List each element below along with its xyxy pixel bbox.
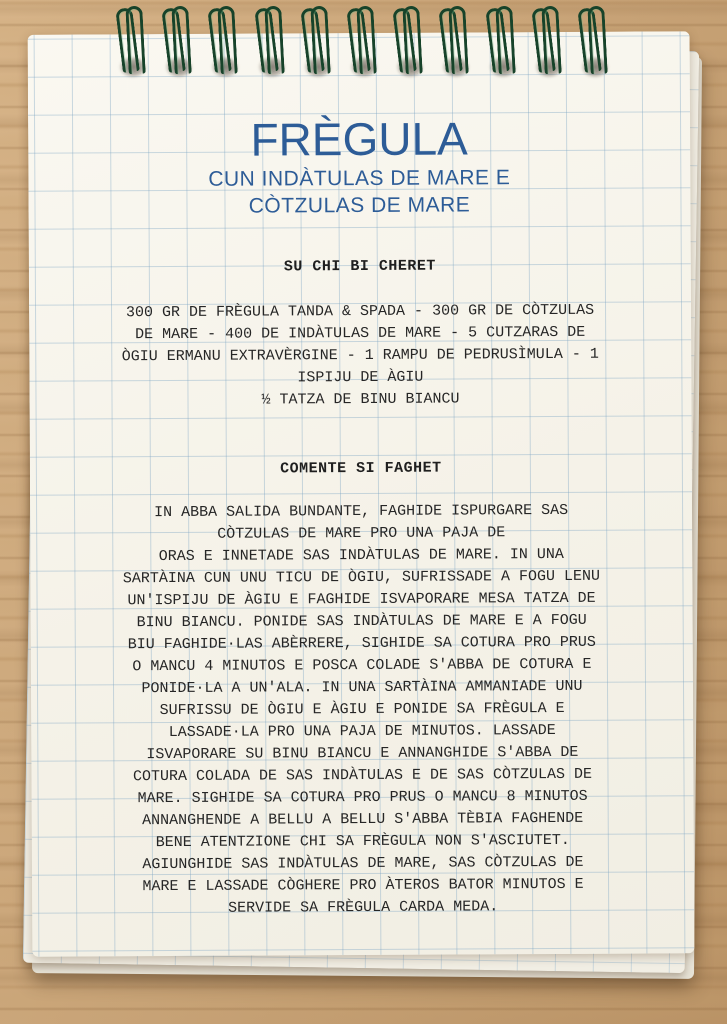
- wire-loop: [449, 6, 470, 75]
- spiral-binding: [118, 0, 610, 86]
- wire-loop: [541, 6, 562, 75]
- spiral-coil: [441, 0, 471, 86]
- wire-loop: [218, 6, 239, 75]
- wire-loop: [495, 6, 516, 75]
- wire-loop: [402, 6, 423, 75]
- spiral-coil: [349, 0, 379, 86]
- recipe-subtitle: CUN INDÀTULAS DE MARE E CÒTZULAS DE MARE: [208, 166, 511, 218]
- spiral-coil: [534, 0, 564, 86]
- wire-loop: [125, 6, 146, 75]
- spiral-coil: [210, 0, 240, 86]
- wire-loop: [310, 6, 331, 75]
- spiral-coil: [580, 0, 610, 86]
- spiral-coil: [118, 0, 148, 86]
- recipe-card: [28, 31, 695, 956]
- wire-loop: [264, 6, 285, 75]
- spiral-coil: [488, 0, 518, 86]
- method-instructions: IN ABBA SALIDA BUNDANTE, FAGHIDE ISPURGARE SAS CÒTZULAS DE MARE PRO UNA PAJA DE ORAS E INNETADE SAS INDÀTULAS DE MARE. IN UNA SARTÀINA CUN UNU TICU DE ÒGIU, SUFRISSADE A FOGU LENU UN'ISPIJU DE ÀGIU E FAGHIDE ISVAPORARE MESA TATZA DE BINU BIANCU. PONIDE SAS INDÀTULAS DE MARE E A FOGU BIU FAGHIDE·LAS ABÈRRERE, SIGHIDE SA COTURA PRO PRUS O MANCU 4 MINUTOS E POSCA COLADE S'ABBA DE COTURA E PONIDE·LA A UN'ALA. IN UNA SARTÀINA AMMANIADE UNU SUFRISSU DE ÒGIU E ÀGIU E PONIDE SA FRÈGULA E LASSADE·LA PRO UNA PAJA DE MINUTOS. LASSADE ISVAPORARE SU BINU BIANCU E ANNANGHIDE S'ABBA DE COTURA COLADA DE SAS INDÀTULAS E DE SAS CÒTZULAS DE MARE. SIGHIDE SA COTURA PRO PRUS O MANCU 8 MINUTOS ANNANGHENDE A BELLU A BELLU S'ABBA TÈBIA FAGHENDE BENE ATENTZIONE CHI SA FRÈGULA NON S'ASCIUTET. AGIUNGHIDE SAS INDÀTULAS DE MARE, SAS CÒTZULAS DE MARE E LASSADE CÒGHERE PRO ÀTEROS BATOR MINUTOS E SERVIDE SA FRÈGULA CARDA MEDA.: [122, 501, 601, 917]
- ingredients-list: 300 GR DE FRÈGULA TANDA & SPADA - 300 GR DE CÒTZULAS DE MARE - 400 DE INDÀTULAS DE MARE - 5 CUTZARAS DE ÒGIU ERMANU EXTRAVÈRGINE - 1 RAMPU DE PEDRUSÌMULA - 1 ISPIJU DE ÀGIU ½ TATZA DE BINU BIANCU: [121, 301, 599, 409]
- notepad-page: [28, 31, 695, 956]
- spiral-coil: [257, 0, 287, 86]
- wire-loop: [356, 6, 377, 75]
- wire-loop: [587, 6, 608, 75]
- spiral-coil: [395, 0, 425, 86]
- ingredients-heading: SU CHI BI CHERET: [283, 257, 436, 276]
- recipe-title: FRÈGULA: [250, 112, 468, 166]
- method-heading: COMENTE SI FAGHET: [280, 459, 442, 478]
- spiral-coil: [164, 0, 194, 86]
- wire-loop: [171, 6, 192, 75]
- spiral-coil: [303, 0, 333, 86]
